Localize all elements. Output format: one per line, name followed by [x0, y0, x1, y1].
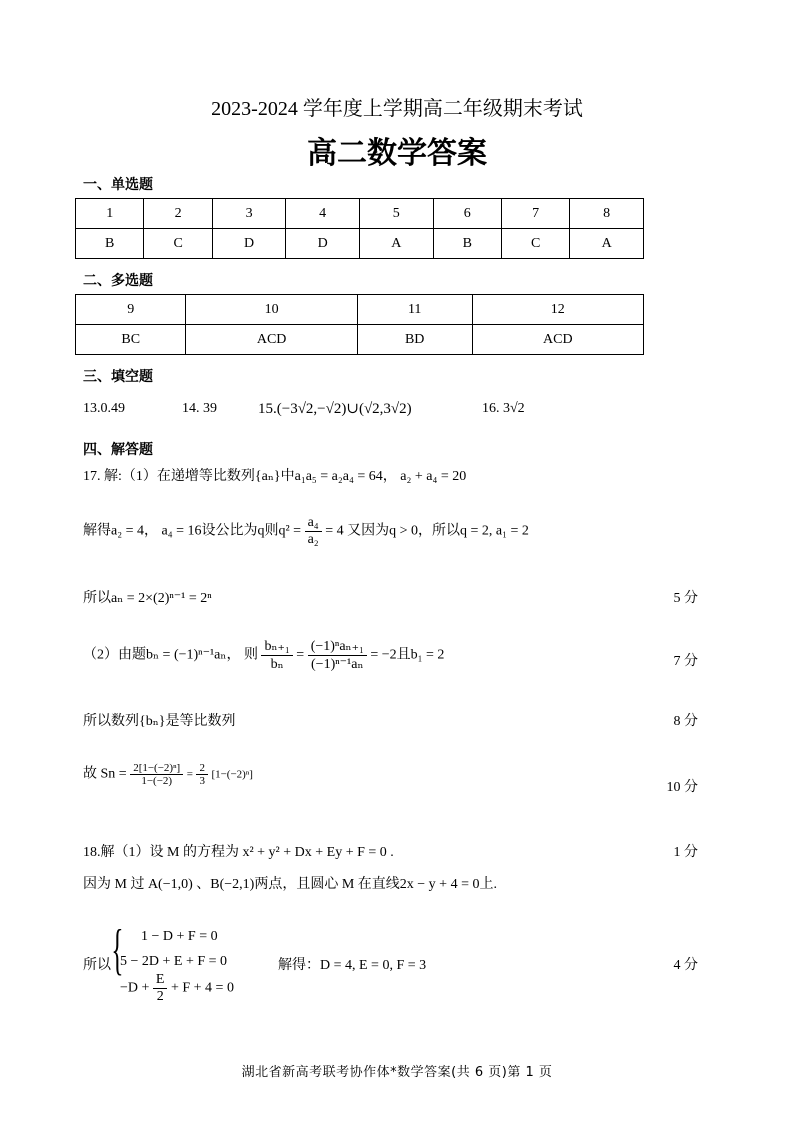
- table-cell: 5: [359, 199, 433, 229]
- table-cell: 8: [570, 199, 644, 229]
- table-cell: C: [501, 229, 569, 259]
- table-cell: 4: [286, 199, 360, 229]
- score-label: 1 分: [673, 845, 698, 860]
- left-brace-icon: {: [111, 919, 124, 981]
- table-cell: 6: [433, 199, 501, 229]
- q17-line-6-text: 故 Sn =: [83, 766, 127, 782]
- fraction-numerator: 2: [196, 762, 208, 775]
- table-cell: BD: [357, 325, 472, 355]
- fraction-denominator: 1−(−2): [141, 775, 173, 787]
- section-heading-solutions: 四、解答题: [83, 442, 153, 458]
- table-cell: 11: [357, 295, 472, 325]
- score-label: 4 分: [673, 958, 698, 973]
- q18-line-1: 18.解（1）设 M 的方程为 x² + y² + Dx + Ey + F = 0 .: [83, 845, 394, 860]
- fraction-denominator: bₙ: [270, 657, 284, 672]
- q18-solution: 解得：D = 4, E = 0, F = 3: [278, 958, 427, 973]
- answer-13: 13.0.49: [83, 401, 125, 416]
- single-choice-table: [75, 198, 644, 259]
- q17-line-2-text-end: = 4 又因为q > 0，所以q = 2, a₁ = 2: [325, 523, 529, 539]
- fraction-numerator: E: [153, 972, 168, 989]
- fraction-denominator: a₂: [307, 532, 319, 547]
- page-footer: 湖北省新高考联考协作体*数学答案(共 6 页)第 1 页: [241, 1065, 553, 1080]
- section-heading-single-choice: 一、单选题: [83, 177, 153, 193]
- equation-3-text: −D +: [120, 980, 150, 996]
- fraction-numerator: (−1)ⁿaₙ₊₁: [308, 638, 367, 656]
- q17-line-2: [83, 515, 529, 548]
- fraction: [308, 638, 367, 673]
- fraction-denominator: 2: [156, 989, 164, 1004]
- q17-line-4-text-end: = −2且b₁ = 2: [370, 647, 445, 663]
- table-cell: 2: [144, 199, 212, 229]
- score-label: 10 分: [666, 780, 698, 795]
- table-cell: C: [144, 229, 212, 259]
- score-label: 7 分: [673, 654, 698, 669]
- table-cell: 10: [186, 295, 357, 325]
- equation-1: 1 − D + F = 0: [141, 929, 218, 944]
- table-row-numbers: [76, 199, 644, 229]
- table-cell: A: [570, 229, 644, 259]
- table-cell: A: [359, 229, 433, 259]
- q17-line-1: 17. 解:（1）在递增等比数列{aₙ}中a₁a₅ = a₂a₄ = 64， a₂ + a₄ = 20: [83, 469, 467, 484]
- page-title: 2023-2024 学年度上学期高二年级期末考试: [211, 98, 583, 120]
- multiple-choice-table: [75, 294, 644, 355]
- table-row-numbers: [76, 295, 644, 325]
- fraction-numerator: bₙ₊₁: [261, 638, 292, 656]
- q17-line-3: 所以aₙ = 2×(2)ⁿ⁻¹ = 2ⁿ: [83, 591, 212, 606]
- answer-16: 16. 3√2: [482, 401, 525, 416]
- fraction-numerator: 2[1−(−2)ⁿ]: [130, 762, 183, 775]
- table-cell: 3: [212, 199, 286, 229]
- answer-14: 14. 39: [182, 401, 217, 416]
- q17-line-4: （2）由题bₙ = (−1)ⁿ⁻¹aₙ， 则 $\frac{\text{bₙ₊₁}}{\text{bₙ}}$ = $\frac{\text{(−1)ⁿaₙ₊₁}}{\text{(−1)ⁿ⁻¹aₙ}}$ = −2且b₁ = 2: [83, 639, 445, 672]
- table-cell: BC: [76, 325, 186, 355]
- table-cell: B: [433, 229, 501, 259]
- q17-line-2-text: 解得a₂ = 4， a₄ = 16设公比为q则q² =: [83, 523, 302, 539]
- table-cell: 12: [472, 295, 643, 325]
- fraction: [130, 762, 183, 787]
- table-cell: ACD: [472, 325, 643, 355]
- table-cell: 9: [76, 295, 186, 325]
- table-cell: B: [76, 229, 144, 259]
- table-cell: D: [286, 229, 360, 259]
- page-subtitle: 高二数学答案: [307, 136, 487, 171]
- q17-line-6: 故 Sn = $\frac{\text{2[1−(−2)ⁿ]}}{1-(-2)}$ = $\frac{2}{3}$ [1−(−2)ⁿ]: [83, 762, 253, 787]
- fraction: [196, 762, 208, 787]
- fraction: [153, 972, 168, 1005]
- score-label: 8 分: [673, 714, 698, 729]
- q17-line-5: 所以数列{bₙ}是等比数列: [83, 714, 236, 729]
- fraction-denominator: 3: [199, 775, 205, 787]
- table-cell: 1: [76, 199, 144, 229]
- fraction-denominator: (−1)ⁿ⁻¹aₙ: [311, 657, 364, 672]
- answer-15: 15.(−3√2,−√2)∪(√2,3√2): [258, 401, 412, 417]
- section-heading-multiple-choice: 二、多选题: [83, 273, 153, 289]
- table-row-answers: [76, 229, 644, 259]
- equation-2: 5 − 2D + E + F = 0: [120, 954, 228, 969]
- table-cell: D: [212, 229, 286, 259]
- q18-system-label: 所以: [83, 958, 111, 973]
- q17-line-6-text-end: [1−(−2)ⁿ]: [211, 768, 253, 781]
- score-label: 5 分: [673, 591, 698, 606]
- fraction: [305, 515, 322, 548]
- q17-line-4-text: （2）由题bₙ = (−1)ⁿ⁻¹aₙ， 则: [83, 647, 258, 663]
- section-heading-fill-in: 三、填空题: [83, 369, 153, 385]
- fraction-numerator: a₄: [305, 515, 322, 532]
- q18-line-2: 因为 M 过 A(−1,0) 、B(−2,1)两点，且圆心 M 在直线2x − y + 4 = 0上.: [83, 877, 497, 892]
- table-cell: 7: [501, 199, 569, 229]
- table-cell: ACD: [186, 325, 357, 355]
- equation-3: [120, 972, 234, 1005]
- table-row-answers: [76, 325, 644, 355]
- equation-3-text-end: + F + 4 = 0: [170, 980, 234, 996]
- fraction: [261, 638, 292, 673]
